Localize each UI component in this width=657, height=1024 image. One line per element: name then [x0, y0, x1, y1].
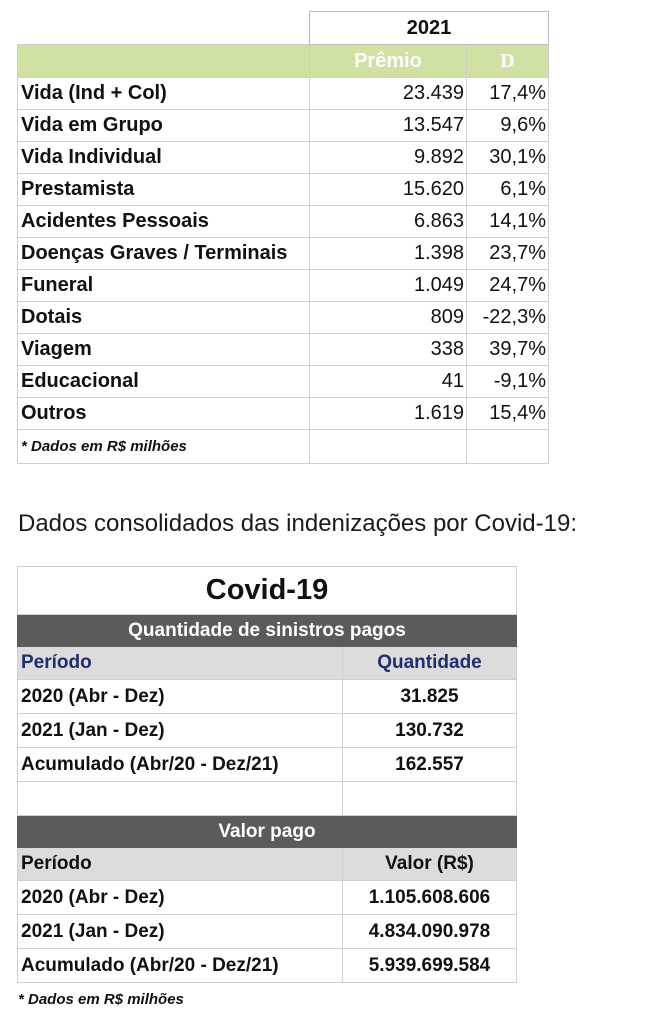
periodo-cell: 2020 (Abr - Dez): [18, 881, 343, 915]
table-row: [18, 949, 517, 983]
d-value: 24,7%: [467, 270, 549, 302]
table-row: [18, 270, 549, 302]
table-row: [18, 881, 517, 915]
row-label: Doenças Graves / Terminais: [18, 238, 310, 270]
column-header-row: [18, 848, 517, 881]
quantidade-cell: 31.825: [343, 680, 517, 714]
table-row: [18, 398, 549, 430]
covid-intro-text: Dados consolidados das indenizações por Covid-19:: [18, 510, 578, 537]
column-header-valor: Valor (R$): [343, 848, 517, 881]
quantidade-cell: 162.557: [343, 748, 517, 782]
premio-value: 1.049: [310, 270, 467, 302]
section-band-quantidade: Quantidade de sinistros pagos: [18, 615, 517, 647]
table2-footnote: * Dados em R$ milhões: [18, 991, 184, 1008]
row-label: Prestamista: [18, 174, 310, 206]
table-row: [18, 680, 517, 714]
empty-header-cell: [18, 12, 310, 45]
table-row: [18, 714, 517, 748]
d-value: 14,1%: [467, 206, 549, 238]
row-label: Acidentes Pessoais: [18, 206, 310, 238]
d-value: 17,4%: [467, 78, 549, 110]
premio-value: 23.439: [310, 78, 467, 110]
blank-row: [18, 782, 517, 816]
row-label: Vida em Grupo: [18, 110, 310, 142]
premio-value: 9.892: [310, 142, 467, 174]
table-row: [18, 110, 549, 142]
section-band: [18, 816, 517, 848]
row-label: Educacional: [18, 366, 310, 398]
d-value: 23,7%: [467, 238, 549, 270]
premio-value: 1.619: [310, 398, 467, 430]
column-header-row: [18, 647, 517, 680]
table-row: [18, 915, 517, 949]
periodo-cell: 2020 (Abr - Dez): [18, 680, 343, 714]
note-row: [18, 430, 549, 464]
section-band-valor: Valor pago: [18, 816, 517, 848]
premio-value: 41: [310, 366, 467, 398]
periodo-cell: Acumulado (Abr/20 - Dez/21): [18, 949, 343, 983]
column-header-periodo: Período: [18, 647, 343, 680]
row-label: Outros: [18, 398, 310, 430]
year-header: 2021: [310, 12, 549, 45]
column-header-periodo: Período: [18, 848, 343, 881]
row-label: Funeral: [18, 270, 310, 302]
premio-value: 1.398: [310, 238, 467, 270]
table-row: [18, 142, 549, 174]
covid-title: Covid-19: [18, 567, 517, 615]
empty-column-header: [18, 45, 310, 78]
table-row: [18, 302, 549, 334]
table-row: [18, 334, 549, 366]
row-label: Viagem: [18, 334, 310, 366]
periodo-cell: Acumulado (Abr/20 - Dez/21): [18, 748, 343, 782]
column-header-premio: Prêmio: [310, 45, 467, 78]
year-header-row: [18, 12, 549, 45]
periodo-cell: 2021 (Jan - Dez): [18, 714, 343, 748]
blank-cell: [343, 782, 517, 816]
d-value: 9,6%: [467, 110, 549, 142]
premio-value: 6.863: [310, 206, 467, 238]
row-label: Dotais: [18, 302, 310, 334]
empty-note-cell: [310, 430, 467, 464]
d-value: 15,4%: [467, 398, 549, 430]
quantidade-cell: 130.732: [343, 714, 517, 748]
row-label: Vida Individual: [18, 142, 310, 174]
valor-cell: 1.105.608.606: [343, 881, 517, 915]
table-row: [18, 206, 549, 238]
premio-value: 809: [310, 302, 467, 334]
row-label: Vida (Ind + Col): [18, 78, 310, 110]
d-value: -22,3%: [467, 302, 549, 334]
premio-value: 15.620: [310, 174, 467, 206]
periodo-cell: 2021 (Jan - Dez): [18, 915, 343, 949]
premium-table: [17, 11, 549, 464]
table-row: [18, 78, 549, 110]
empty-note-cell: [467, 430, 549, 464]
table-row: [18, 238, 549, 270]
covid-title-row: [18, 567, 517, 615]
d-value: 6,1%: [467, 174, 549, 206]
premio-value: 13.547: [310, 110, 467, 142]
column-header-row: [18, 45, 549, 78]
table-row: [18, 748, 517, 782]
premio-value: 338: [310, 334, 467, 366]
table1-footnote: * Dados em R$ milhões: [18, 430, 310, 464]
table-row: [18, 366, 549, 398]
table-row: [18, 174, 549, 206]
column-header-d: D: [467, 45, 549, 78]
d-value: -9,1%: [467, 366, 549, 398]
column-header-quantidade: Quantidade: [343, 647, 517, 680]
d-value: 30,1%: [467, 142, 549, 174]
covid-table: [17, 566, 517, 983]
d-value: 39,7%: [467, 334, 549, 366]
valor-cell: 5.939.699.584: [343, 949, 517, 983]
section-band: [18, 615, 517, 647]
blank-cell: [18, 782, 343, 816]
valor-cell: 4.834.090.978: [343, 915, 517, 949]
